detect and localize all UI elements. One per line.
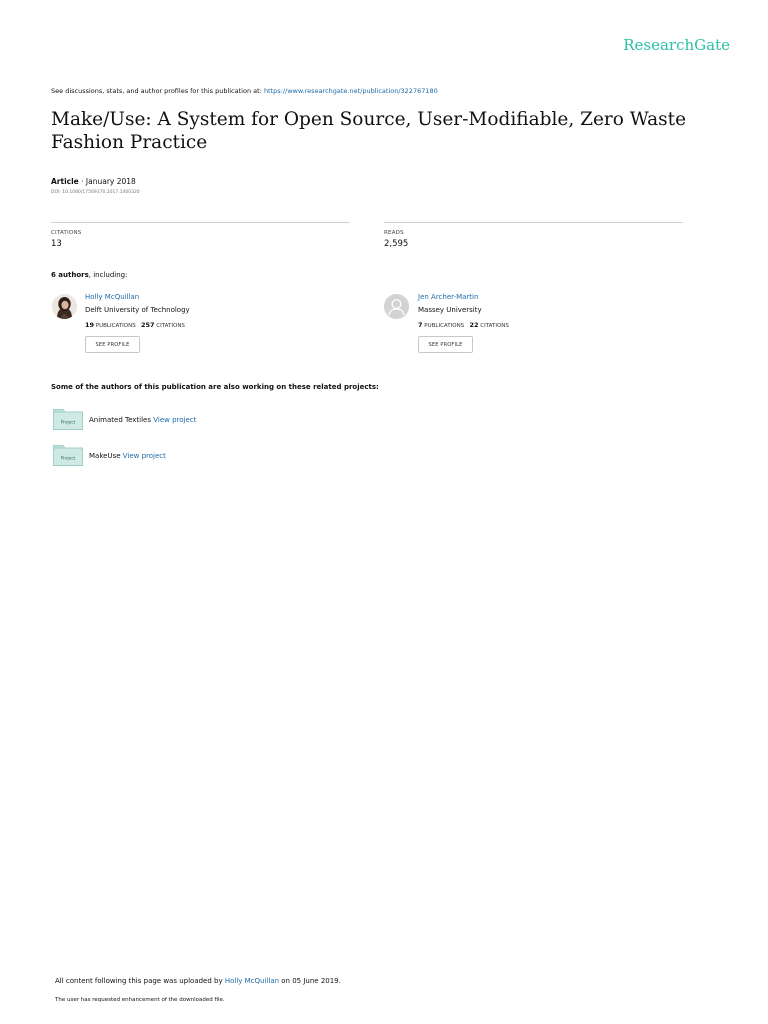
author-citations-count: 22 (469, 321, 479, 329)
enhancement-note: The user has requested enhancement of the downloaded file. (55, 997, 225, 1003)
researchgate-logo: ResearchGate (623, 36, 730, 54)
author-institution: Delft University of Technology (85, 306, 190, 314)
view-project-link[interactable]: View project (122, 452, 166, 460)
citations-divider (51, 222, 350, 223)
author-institution: Massey University (418, 306, 482, 314)
publication-meta (51, 177, 136, 186)
author-citations-count: 257 (140, 321, 155, 329)
project-entry (89, 452, 166, 460)
authors-count: 6 authors (51, 271, 89, 279)
related-projects-heading: Some of the authors of this publication are also working on these related projects: (51, 383, 379, 391)
reads-label: READS (384, 230, 404, 236)
author-publications-count: 7 (418, 321, 423, 329)
project-icon-label: Project (60, 419, 76, 425)
authors-heading (51, 271, 127, 279)
author-name-link[interactable]: Jen Archer-Martin (418, 293, 479, 301)
intro-text: See discussions, stats, and author profiles for this publication at: (51, 87, 264, 95)
view-project-link[interactable]: View project (153, 416, 197, 424)
author-publications-label: PUBLICATIONS (424, 323, 465, 329)
project-entry (89, 416, 196, 424)
reads-divider (384, 222, 683, 223)
see-profile-button[interactable]: SEE PROFILE (418, 336, 473, 353)
person-photo-icon (52, 294, 77, 319)
author-stats (418, 321, 509, 329)
reads-value: 2,595 (384, 239, 409, 249)
project-name: MakeUse (89, 452, 121, 460)
author-avatar-photo[interactable] (52, 294, 77, 319)
citations-value: 13 (51, 239, 62, 249)
author-avatar-default[interactable] (384, 294, 409, 319)
project-folder-icon (53, 409, 83, 430)
publication-url-link[interactable]: https://www.researchgate.net/publication/322767180 (263, 87, 438, 95)
author-publications-label: PUBLICATIONS (95, 323, 136, 329)
default-avatar-icon (384, 294, 409, 319)
upload-suffix: on 05 June 2019. (279, 977, 341, 985)
publication-type: Article (51, 177, 79, 186)
project-name: Animated Textiles (89, 416, 151, 424)
authors-suffix: , including: (88, 271, 128, 279)
author-name-link[interactable]: Holly McQuillan (85, 293, 140, 301)
see-profile-button[interactable]: SEE PROFILE (85, 336, 140, 353)
project-folder-icon (53, 445, 83, 466)
author-citations-label: CITATIONS (156, 323, 185, 329)
upload-prefix: All content following this page was uploaded by (55, 977, 225, 985)
citations-label: CITATIONS (51, 230, 82, 236)
intro-line (51, 87, 438, 95)
author-publications-count: 19 (85, 321, 95, 329)
publication-doi: DOI: 10.1080/17569370.2017.1400320 (51, 190, 140, 195)
meta-separator: · (78, 177, 86, 186)
uploader-link[interactable]: Holly McQuillan (224, 977, 280, 985)
author-stats (85, 321, 185, 329)
publication-date: January 2018 (85, 177, 136, 186)
publication-title: Make/Use: A System for Open Source, User-Modifiable, Zero Waste Fashion Practice (51, 109, 687, 153)
project-icon-label: Project (60, 455, 76, 461)
upload-notice (55, 977, 341, 985)
author-citations-label: CITATIONS (480, 323, 509, 329)
